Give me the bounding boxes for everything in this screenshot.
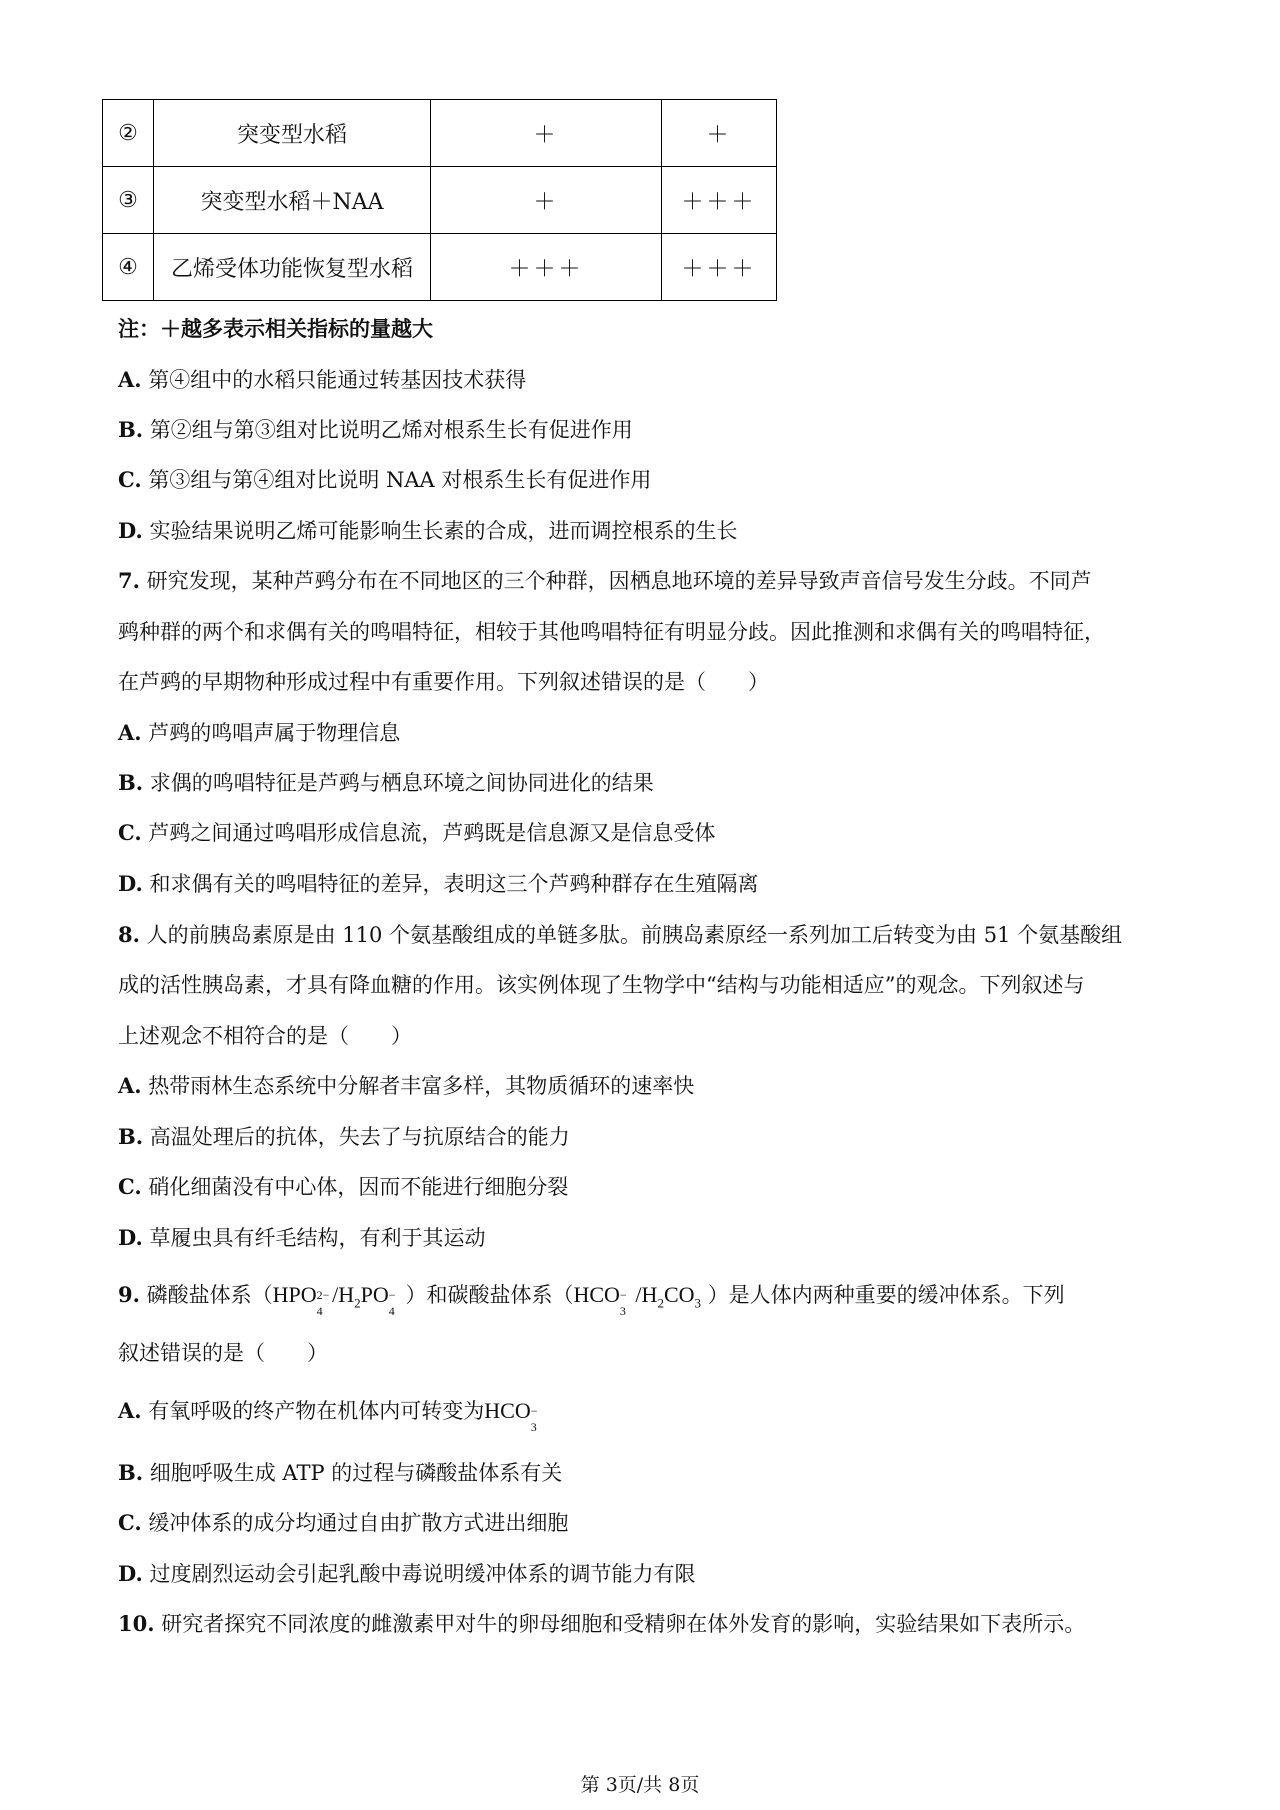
q9-option-c: C. 缓冲体系的成分均通过自由扩散方式进出细胞 bbox=[118, 1510, 569, 1535]
q9-stem-line: 叙述错误的是（ ） bbox=[118, 1341, 328, 1365]
q7-option-c: C. 芦鹀之间通过鸣唱形成信息流，芦鹀既是信息源又是信息受体 bbox=[118, 820, 716, 845]
q9-stem-line: 9. 磷酸盐体系（HPO 2− 4 $/H_2PO$ − 4 ）和碳酸盐体系（HCO − 3 $/H_2CO_3$ ）是人体内两种重要的缓冲体系。下列 bbox=[118, 1282, 1065, 1318]
table-cell-value: ＋＋＋ bbox=[662, 234, 777, 301]
table-cell-group: ② bbox=[103, 100, 154, 167]
table-cell-material: 突变型水稻 bbox=[154, 100, 431, 167]
q7-option-a: A. 芦鹀的鸣唱声属于物理信息 bbox=[118, 720, 401, 745]
chem-formula: HCO − 3 bbox=[484, 1398, 538, 1434]
q8-option-a: A. 热带雨林生态系统中分解者丰富多样，其物质循环的速率快 bbox=[118, 1073, 695, 1098]
table-cell-group: ③ bbox=[103, 167, 154, 234]
q8-stem-line: 8. 人的前胰岛素原是由 110 个氨基酸组成的单链多肽。前胰岛素原经一系列加工后转变为由 51 个氨基酸组 bbox=[118, 922, 1123, 947]
q7-stem-line: 7. 研究发现，某种芦鹀分布在不同地区的三个种群，因栖息地环境的差异导致声音信号发生分歧。不同芦 bbox=[118, 568, 1092, 593]
results-table bbox=[102, 99, 777, 301]
table-cell-group: ④ bbox=[103, 234, 154, 301]
table-cell-value: ＋ bbox=[431, 167, 662, 234]
table-row bbox=[103, 100, 777, 167]
q8-stem-line: 上述观念不相符合的是（ ） bbox=[118, 1024, 412, 1048]
q7-option-b: B. 求偶的鸣唱特征是芦鹀与栖息环境之间协同进化的结果 bbox=[118, 770, 654, 795]
table-cell-material: 突变型水稻＋NAA bbox=[154, 167, 431, 234]
table-cell-value: ＋ bbox=[431, 100, 662, 167]
q8-stem-line: 成的活性胰岛素，才具有降血糖的作用。该实例体现了生物学中“结构与功能相适应”的观念。下列叙述与 bbox=[118, 973, 1085, 997]
q7-option-d: D. 和求偶有关的鸣唱特征的差异，表明这三个芦鹀种群存在生殖隔离 bbox=[118, 871, 759, 896]
q7-stem-line: 鹀种群的两个和求偶有关的鸣唱特征，相较于其他鸣唱特征有明显分歧。因此推测和求偶有关的鸣唱特征， bbox=[118, 620, 1105, 644]
table-note: 注：＋越多表示相关指标的量越大 bbox=[118, 316, 433, 341]
q9-option-a: A. 有氧呼吸的终产物在机体内可转变为HCO − 3 bbox=[118, 1396, 541, 1426]
page-footer: 第 3页/共 8页 bbox=[580, 1774, 700, 1796]
chem-formula: HPO 2− 4 $/H_2PO$ − 4 bbox=[272, 1282, 396, 1318]
table-cell-value: ＋ bbox=[662, 100, 777, 167]
q10-stem-line: 10. 研究者探究不同浓度的雌激素甲对牛的卵母细胞和受精卵在体外发育的影响，实验结果如下表所示。 bbox=[118, 1611, 1086, 1636]
table-cell-value: ＋＋＋ bbox=[431, 234, 662, 301]
q6-option-c: C. 第③组与第④组对比说明 NAA 对根系生长有促进作用 bbox=[118, 467, 652, 492]
q6-option-a: A. 第④组中的水稻只能通过转基因技术获得 bbox=[118, 367, 527, 392]
q8-option-d: D. 草履虫具有纤毛结构，有利于其运动 bbox=[118, 1225, 486, 1250]
q7-stem-line: 在芦鹀的早期物种形成过程中有重要作用。下列叙述错误的是（ ） bbox=[118, 670, 769, 694]
q9-option-d: D. 过度剧烈运动会引起乳酸中毒说明缓冲体系的调节能力有限 bbox=[118, 1561, 696, 1586]
q6-option-d: D. 实验结果说明乙烯可能影响生长素的合成，进而调控根系的生长 bbox=[118, 518, 738, 543]
q8-option-c: C. 硝化细菌没有中心体，因而不能进行细胞分裂 bbox=[118, 1174, 569, 1199]
chem-formula: HCO − 3 $/H_2CO_3$ bbox=[573, 1282, 701, 1318]
q8-option-b: B. 高温处理后的抗体，失去了与抗原结合的能力 bbox=[118, 1124, 570, 1149]
table-row bbox=[103, 167, 777, 234]
table-row bbox=[103, 234, 777, 301]
q9-option-b: B. 细胞呼吸生成 ATP 的过程与磷酸盐体系有关 bbox=[118, 1460, 563, 1485]
table-cell-material: 乙烯受体功能恢复型水稻 bbox=[154, 234, 431, 301]
q6-option-b: B. 第②组与第③组对比说明乙烯对根系生长有促进作用 bbox=[118, 417, 633, 442]
table-cell-value: ＋＋＋ bbox=[662, 167, 777, 234]
